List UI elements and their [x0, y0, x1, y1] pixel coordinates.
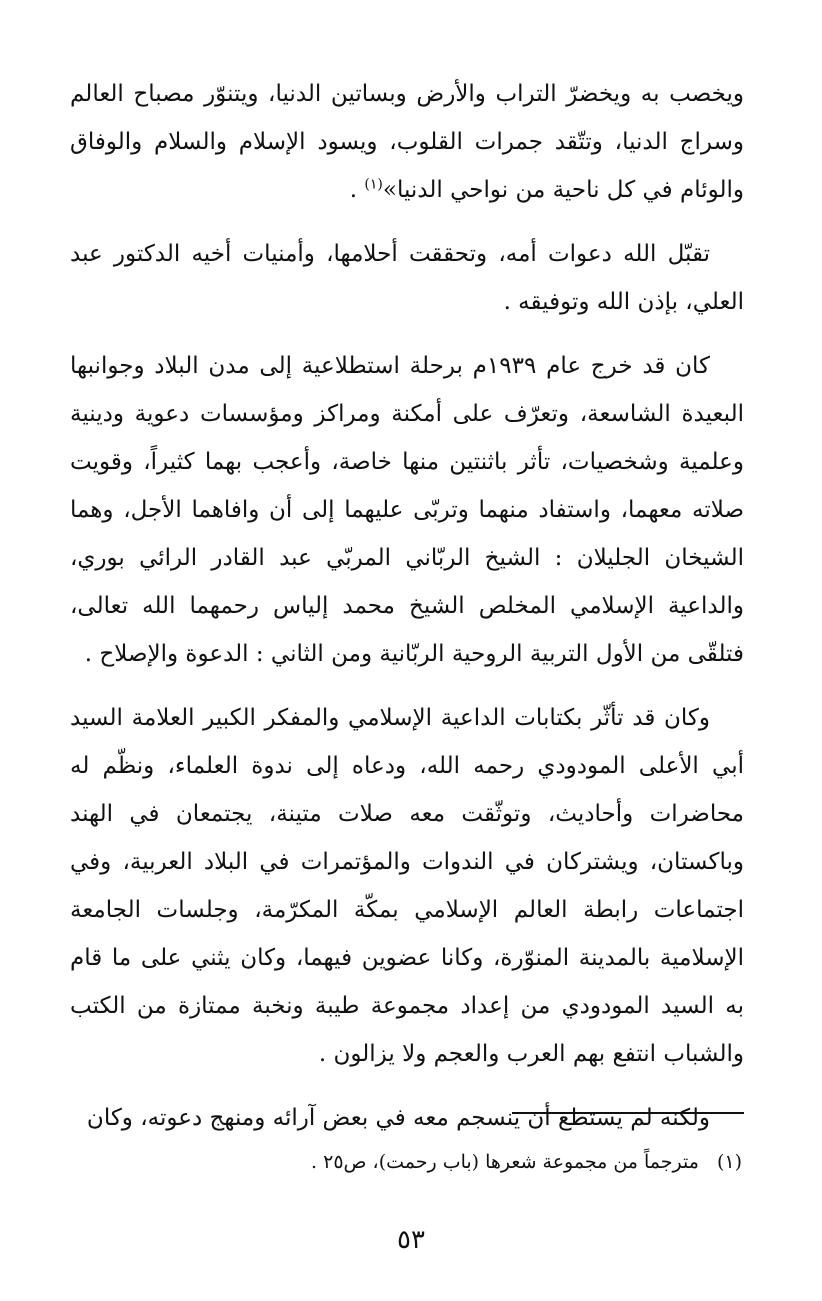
footnote-text: مترجماً من مجموعة شعرها (باب رحمت)، ص٢٥ .	[311, 1151, 699, 1173]
footnote-marker: (١)	[364, 176, 383, 193]
paragraph-4: وكان قد تأثّر بكتابات الداعية الإسلامي والمفكر الكبير العلامة السيد أبي الأعلى المودودي رحمه الله، ودعاه إلى ندوة العلماء، ونظّم له محاضرات وأحاديث، وتوثّقت معه صلات متينة، يجتمعان في الهند وباكستان، ويشتركان في الندوات والمؤتمرات في البلاد العربية، وفي اجتماعات رابطة العالم الإسلامي بمكّة المكرّمة، وجلسات الجامعة الإسلامية بالمدينة المنوّرة، وكانا عضوين فيهما، وكان يثني على ما قام به السيد المودودي من إعداد مجموعة طيبة ونخبة ممتازة من الكتب والشباب انتفع بهم العرب والعجم ولا يزالون .	[70, 705, 744, 1067]
page-number: ٥٣	[397, 1225, 425, 1255]
paragraph-2: تقبّل الله دعوات أمه، وتحققت أحلامها، وأمنيات أخيه الدكتور عبد العلي، بإذن الله وتوفيقه .	[70, 241, 744, 315]
footnote-number: (١)	[716, 1151, 742, 1173]
paragraph-3: كان قد خرج عام ١٩٣٩م برحلة استطلاعية إلى مدن البلاد وجوانبها البعيدة الشاسعة، وتعرّف على أمكنة ومراكز ومؤسسات دعوية ودينية وعلمية وشخصيات، تأثر باثنتين منها خاصة، وأعجب بهما كثيراً، وقويت صلاته معهما، واستفاد منهما وتربّى عليهما إلى أن وافاهما الأجل، وهما الشيخان الجليلان : الشيخ الربّاني المربّي عبد القادر الرائي بوري، والداعية الإسلامي المخلص الشيخ محمد إلياس رحمهما الله تعالى، فتلقّى من الأول التربية الروحية الربّانية ومن الثاني : الدعوة والإصلاح .	[70, 353, 744, 667]
paragraph-1	[70, 70, 744, 214]
main-text	[70, 70, 744, 1158]
paragraph-5: ولكنه لم يستطع أن ينسجم معه في بعض آرائه ومنهج دعوته، وكان	[86, 1105, 710, 1131]
footnote-divider	[512, 1112, 744, 1114]
footnote	[70, 1146, 742, 1178]
paragraph-1-tail: .	[349, 177, 365, 203]
paragraph-1-text: ويخصب به ويخضرّ التراب والأرض وبساتين الدنيا، ويتنوّر مصباح العالم وسراج الدنيا، وتتّقد جمرات القلوب، ويسود الإسلام والسلام والوفاق والوئام في كل ناحية من نواحي الدنيا»	[70, 81, 744, 203]
